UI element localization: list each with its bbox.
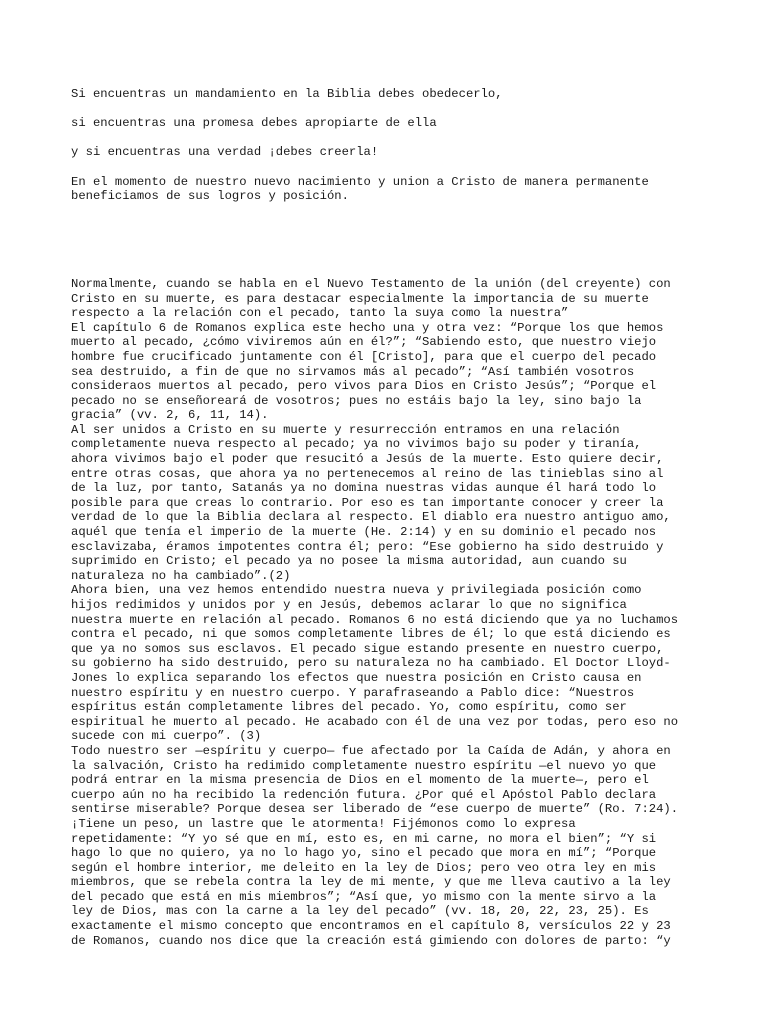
intro-line-truth: y si encuentras una verdad ¡debes creerla!	[71, 145, 379, 160]
intro-line-new-birth: En el momento de nuestro nuevo nacimiento y union a Cristo de manera permanente beneficiamos de sus logros y posición.	[71, 174, 649, 204]
paragraph-romans-6: El capítulo 6 de Romanos explica este hecho una y otra vez: “Porque los que hemos muerto al pecado, ¿cómo viviremos aún en él?”; “Sabiendo esto, que nuestro viejo hombre fue crucificado juntamente con él [Cristo], para que el cuerpo del pecado sea destruido, a fin de que no sirvamos más al pecado”; “Así también vosotros consideraos muertos al pecado, pero vivos para Dios en Cristo Jesús”; “Porque el pecado no se enseñoreará de vosotros; pues no estáis bajo la ley, sino bajo la gracia” (vv. 2, 6, 11, 14).	[71, 320, 664, 423]
paragraph-new-relation: Al ser unidos a Cristo en su muerte y resurrección entramos en una relación completamente nueva respecto al pecado; ya no vivimos bajo su poder y tiranía, ahora vivimos bajo el poder que resucitó a Jesús de la muerte. Esto quiere decir, entre otras cosas, que ahora ya no pertenecemos al reino de las tinieblas sino al de la luz, por tanto, Satanás ya no domina nuestras vidas aunque él hará todo lo posible para que creas lo contrario. Por eso es tan importante conocer y creer la verdad de lo que la Biblia declara al respecto. El diablo era nuestro antiguo amo, aquél que tenía el imperio de la muerte (He. 2:14) y en su dominio el pecado nos esclavizaba, éramos impotentes contra él; pero: “Ese gobierno ha sido destruido y suprimido en Cristo; el pecado ya no posee la misma autoridad, aun cuando su naturaleza no ha cambiado”.(2)	[71, 422, 671, 583]
intro-line-commandment: Si encuentras un mandamiento en la Biblia debes obedecerlo,	[71, 87, 503, 101]
document-page	[71, 87, 711, 948]
section-gap	[71, 218, 711, 277]
paragraph-not-slaves: Ahora bien, una vez hemos entendido nuestra nueva y privilegiada posición como hijos redimidos y unidos por y en Jesús, debemos aclarar lo que no significa nuestra muerte en relación al pecado. Romanos 6 no está diciendo que ya no luchamos contra el pecado, ni que somos completamente libres de él; lo que está diciendo es que ya no somos sus esclavos. El pecado sigue estando presente en nuestro cuerpo, su gobierno ha sido destruido, pero su naturaleza no ha cambiado. El Doctor Lloyd- Jones lo explica separando los efectos que nuestra posición en Cristo causa en nuestro espíritu y en nuestro cuerpo. Y parafraseando a Pablo dice: “Nuestros espíritus están completamente libres del pecado. Yo, como espíritu, como ser espiritual he muerto al pecado. He acabado con él de una vez por todas, pero eso no sucede con mi cuerpo”. (3)	[71, 583, 679, 744]
intro-line-promise: si encuentras una promesa debes apropiarte de ella	[71, 116, 437, 131]
paragraph-union-death: Normalmente, cuando se habla en el Nuevo Testamento de la unión (del creyente) con Cristo en su muerte, es para destacar especialmente la importancia de su muerte respecto a la relación con el pecado, tanto la suya como la nuestra”	[71, 276, 671, 321]
paragraph-whole-being: Todo nuestro ser —espíritu y cuerpo— fue afectado por la Caída de Adán, y ahora en la salvación, Cristo ha redimido completamente nuestro espíritu —el nuevo yo que podrá entrar en la misma presencia de Dios en el momento de la muerte—, pero el cuerpo aún no ha recibido la redención futura. ¿Por qué el Apóstol Pablo declara sentirse miserable? Porque desea ser liberado de “ese cuerpo de muerte” (Ro. 7:24). ¡Tiene un peso, un lastre que le atormenta! Fijémonos como lo expresa repetidamente: “Y yo sé que en mí, esto es, en mi carne, no mora el bien”; “Y si hago lo que no quiero, ya no lo hago yo, sino el pecado que mora en mí”; “Porque según el hombre interior, me deleito en la ley de Dios; pero veo otra ley en mis miembros, que se rebela contra la ley de mi mente, y que me lleva cautivo a la ley del pecado que está en mis miembros”; “Así que, yo mismo con la mente sirvo a la ley de Dios, mas con la carne a la ley del pecado” (vv. 18, 20, 22, 23, 25). Es exactamente el mismo concepto que encontramos en el capítulo 8, versículos 22 y 23 de Romanos, cuando nos dice que la creación está gimiendo con dolores de parto: “y	[71, 743, 679, 948]
